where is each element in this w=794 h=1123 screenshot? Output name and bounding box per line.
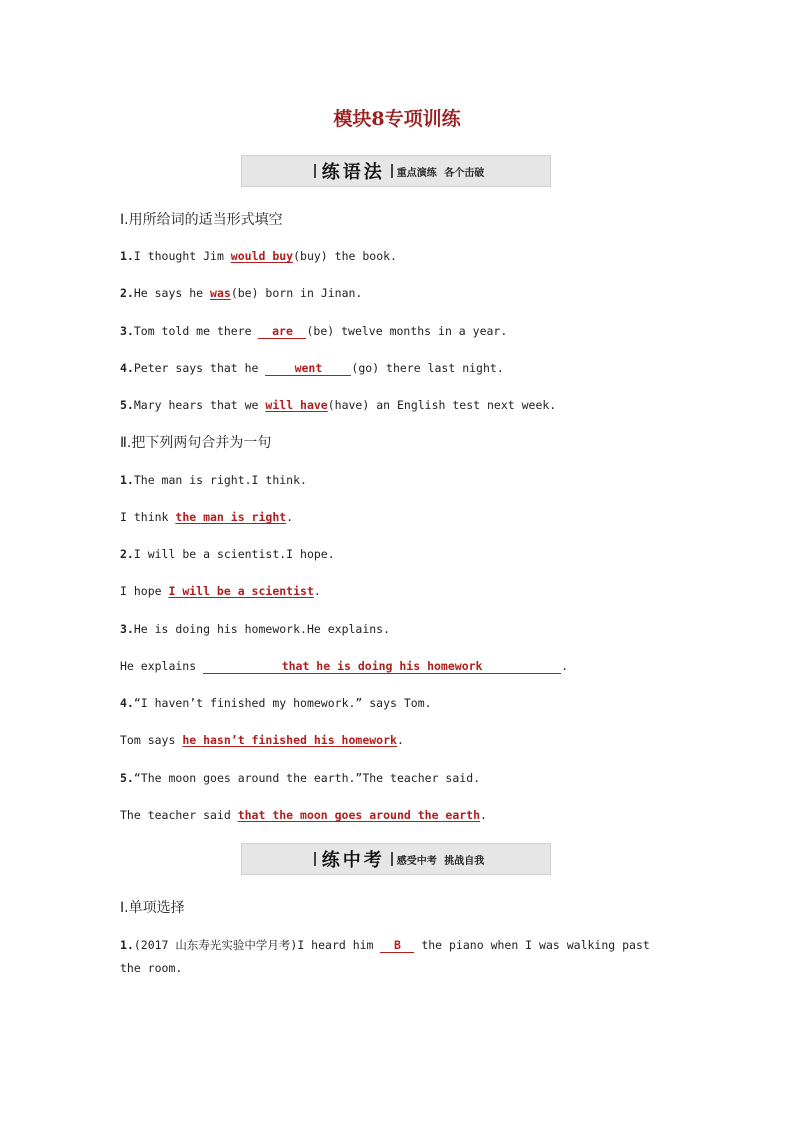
question-text: Tom told me there — [133, 324, 259, 338]
question-line — [120, 622, 390, 636]
banner-subtitle: 重点演练 各个击破 — [396, 167, 485, 179]
question-number: 1. — [120, 249, 134, 263]
banner-subtitle: 感受中考 挑战自我 — [396, 855, 485, 867]
question-text: I thought Jim — [133, 249, 231, 263]
question-text: (have) an English test next week. — [327, 398, 557, 412]
answer-blank — [258, 324, 306, 339]
answer-line — [120, 584, 321, 598]
answer-prefix: I hope — [120, 584, 169, 598]
answer-text: will have — [265, 398, 328, 412]
answer-prefix: Tom says — [120, 733, 183, 747]
question-text: He says he — [133, 286, 211, 300]
question-line — [120, 473, 307, 487]
question-text: (2017 山东寿光实验中学月考)I heard him — [133, 938, 381, 952]
question-text: the piano when I was walking past — [414, 938, 650, 952]
answer-suffix: . — [480, 808, 487, 822]
answer-line — [120, 510, 293, 524]
section-heading: Ⅰ.用所给词的适当形式填空 — [120, 212, 283, 228]
question-text: (buy) the book. — [293, 249, 397, 263]
answer-text: he hasn’t finished his homework — [182, 733, 397, 747]
question-text: He is doing his homework.He explains. — [133, 622, 391, 636]
question-text: (be) twelve months in a year. — [306, 324, 508, 338]
question-number: 5. — [120, 398, 134, 412]
answer-text: that the moon goes around the earth — [237, 808, 481, 822]
question-number: 3. — [120, 324, 134, 338]
question-text: The man is right.I think. — [133, 473, 307, 487]
question-line-continued: the room. — [120, 961, 183, 975]
answer-text: was — [210, 286, 231, 300]
answer-text: went — [294, 361, 323, 375]
question-text: I will be a scientist.I hope. — [133, 547, 335, 561]
question-text: Peter says that he — [133, 361, 266, 375]
answer-blank — [380, 938, 414, 953]
answer-line — [120, 808, 487, 822]
question-number: 3. — [120, 622, 134, 636]
answer-text: the man is right — [175, 510, 287, 524]
section-heading: Ⅱ.把下列两句合并为一句 — [120, 435, 272, 451]
answer-line — [120, 659, 568, 674]
answer-line — [120, 733, 404, 747]
question-line — [120, 286, 362, 300]
answer-text: I will be a scientist — [168, 584, 314, 598]
answer-text: are — [272, 324, 293, 338]
section-heading: Ⅰ.单项选择 — [120, 900, 185, 916]
question-text: (be) born in Jinan. — [230, 286, 363, 300]
section-banner-grammar — [241, 155, 551, 187]
question-line — [120, 937, 650, 953]
question-number: 5. — [120, 771, 134, 785]
question-line — [120, 771, 480, 785]
banner-title: 练语法 — [321, 162, 385, 183]
question-text: (go) there last night. — [351, 361, 504, 375]
answer-prefix: The teacher said — [120, 808, 238, 822]
answer-prefix: He explains — [120, 659, 204, 673]
answer-blank — [265, 361, 351, 376]
question-line — [120, 547, 335, 561]
question-line — [120, 398, 556, 412]
answer-suffix: . — [286, 510, 294, 524]
question-number: 2. — [120, 286, 134, 300]
banner-divider — [391, 164, 393, 178]
answer-blank — [203, 659, 561, 674]
question-number: 2. — [120, 547, 134, 561]
question-number: 1. — [120, 938, 134, 952]
section-banner-exam — [241, 843, 551, 875]
question-text: “I haven’t finished my homework.” says Tom. — [133, 696, 432, 710]
question-line — [120, 361, 504, 376]
answer-suffix: . — [561, 659, 569, 673]
question-number: 4. — [120, 361, 134, 375]
answer-suffix: . — [396, 733, 404, 747]
answer-text: that he is doing his homework — [281, 659, 483, 673]
answer-prefix: I think — [120, 510, 176, 524]
banner-divider — [314, 852, 316, 866]
question-number: 4. — [120, 696, 134, 710]
banner-divider — [391, 852, 393, 866]
answer-text: would buy — [230, 249, 294, 263]
banner-divider — [314, 164, 316, 178]
banner-title: 练中考 — [321, 850, 385, 871]
page-title: 模块8专项训练 — [333, 108, 461, 130]
answer-suffix: . — [313, 584, 321, 598]
question-line — [120, 324, 507, 339]
question-text: Mary hears that we — [133, 398, 266, 412]
answer-text: B — [393, 938, 401, 952]
question-number: 1. — [120, 473, 134, 487]
question-line — [120, 696, 432, 710]
question-text: “The moon goes around the earth.”The teacher said. — [133, 771, 481, 785]
question-line — [120, 249, 397, 263]
